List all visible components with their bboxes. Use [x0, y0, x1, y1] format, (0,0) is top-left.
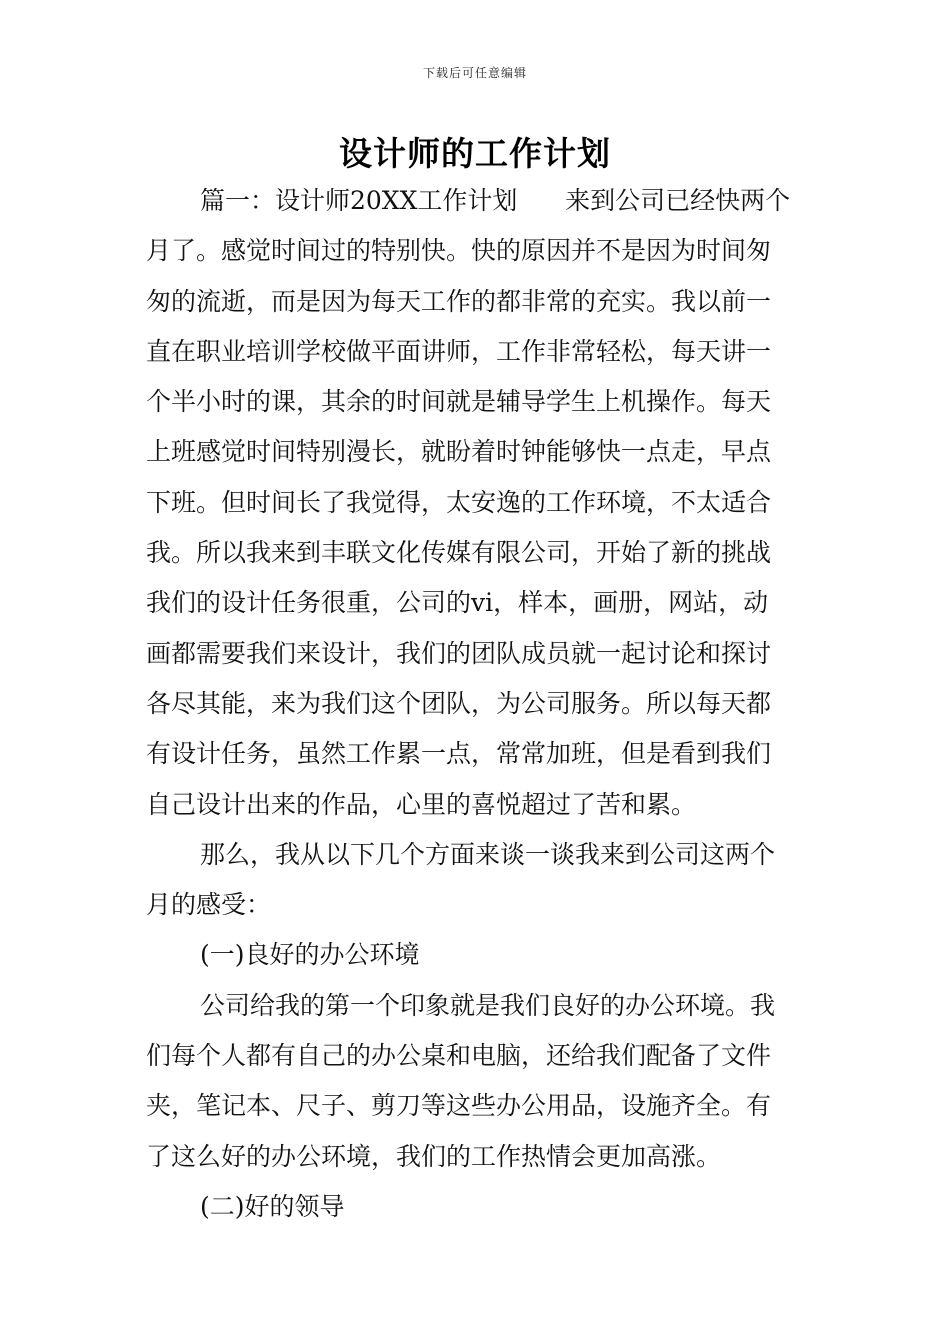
body-line-7: 下班。但时间长了我觉得，太安逸的工作环境，不太适合 [146, 487, 772, 517]
page-header-note: 下载后可任意编辑 [422, 66, 527, 80]
body-line-1: 篇一：设计师20XX工作计划 来到公司已经快两个 [200, 186, 791, 215]
body-line-6: 上班感觉时间特别漫长，就盼着时钟能够快一点走，早点 [146, 437, 772, 467]
body-line-9: 我们的设计任务很重，公司的vi，样本，画册，网站，动 [146, 588, 769, 618]
body-line-19: 夹，笔记本、尺子、剪刀等这些办公用品，设施齐全。有 [146, 1091, 772, 1121]
body-line-10: 画都需要我们来设计，我们的团队成员就一起讨论和探讨 [146, 638, 772, 668]
body-line-15: 月的感受： [146, 890, 272, 920]
body-line-4: 直在职业培训学校做平面讲师，工作非常轻松，每天讲一 [146, 336, 772, 366]
body-line-18: 们每个人都有自己的办公桌和电脑，还给我们配备了文件 [146, 1041, 772, 1071]
body-line-5: 个半小时的课，其余的时间就是辅导学生上机操作。每天 [146, 387, 772, 417]
body-line-12: 有设计任务，虽然工作累一点，常常加班，但是看到我们 [146, 739, 772, 769]
body-line-13: 自己设计出来的作品，心里的喜悦超过了苦和累。 [146, 789, 697, 819]
body-line-3: 匆的流逝，而是因为每天工作的都非常的充实。我以前一 [146, 286, 772, 316]
body-line-14: 那么，我从以下几个方面来谈一谈我来到公司这两个 [200, 839, 776, 869]
document-title: 设计师的工作计划 [339, 134, 611, 173]
section-heading-1: (一)良好的办公环境 [200, 940, 420, 970]
section-heading-2: (二)好的领导 [200, 1191, 345, 1221]
body-line-17: 公司给我的第一个印象就是我们良好的办公环境。我 [200, 990, 776, 1020]
body-line-11: 各尽其能，来为我们这个团队，为公司服务。所以每天都 [146, 688, 772, 718]
body-line-8: 我。所以我来到丰联文化传媒有限公司，开始了新的挑战 [146, 538, 772, 568]
document-body [146, 176, 808, 1232]
body-line-20: 了这么好的办公环境，我们的工作热情会更加高涨。 [146, 1141, 722, 1171]
body-line-2: 月了。感觉时间过的特别快。快的原因并不是因为时间匆 [146, 236, 772, 266]
